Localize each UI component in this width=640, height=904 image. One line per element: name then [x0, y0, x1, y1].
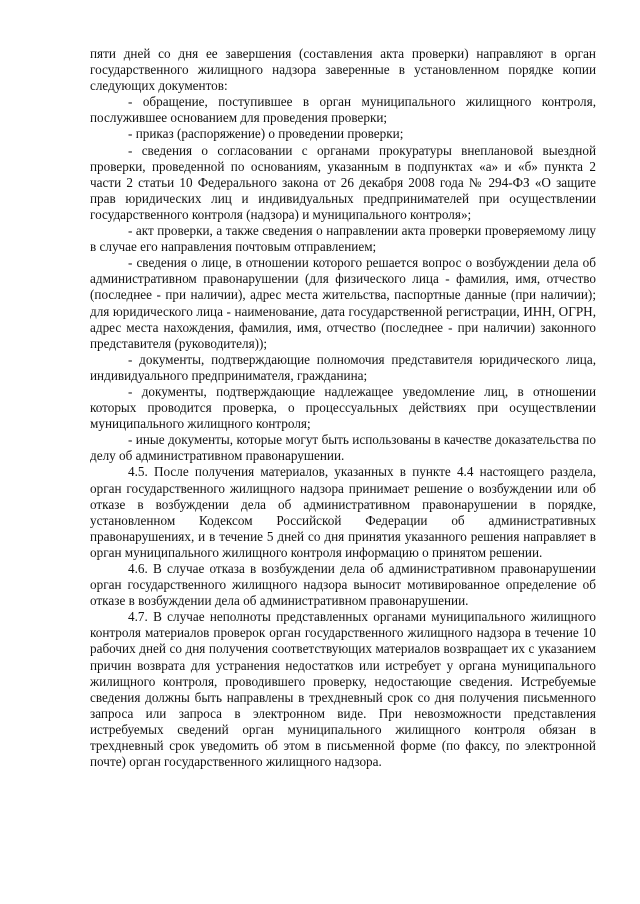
list-item-person-info: - сведения о лице, в отношении которого решается вопрос о возбуждении дела об административном правонарушении (для физического лица - фамилия, имя, отчество (последнее - при наличии), адрес места жительства, паспортные данные (при наличии); для юридического лица - наименование, дата государственной регистрации, ИНН, ОГРН, адрес места нахождения, фамилия, имя, отчество (последнее - при наличии) законного представителя (руководителя));	[90, 255, 596, 351]
list-item-inspection-act: - акт проверки, а также сведения о направлении акта проверки проверяемому лицу в случае его направления почтовым отправлением;	[90, 223, 596, 255]
document-body	[90, 46, 596, 770]
list-item-appeal: - обращение, поступившее в орган муниципального жилищного контроля, послужившее основанием для проведения проверки;	[90, 94, 596, 126]
section-4-5: 4.5. После получения материалов, указанных в пункте 4.4 настоящего раздела, орган государственного жилищного надзора принимает решение о возбуждении или об отказе в возбуждении дела об административном правонарушении в порядке, установленном Кодексом Российской Федерации об административных правонарушениях, и в течение 5 дней со дня принятия указанного решения направляет в орган муниципального жилищного контроля информацию о принятом решении.	[90, 464, 596, 560]
list-item-other-docs: - иные документы, которые могут быть использованы в качестве доказательства по делу об административном правонарушении.	[90, 432, 596, 464]
list-item-order: - приказ (распоряжение) о проведении проверки;	[128, 126, 404, 142]
list-item-notification-docs: - документы, подтверждающие надлежащее уведомление лиц, в отношении которых проводится проверка, о процессуальных действиях при осуществлении муниципального жилищного контроля;	[90, 383, 596, 432]
section-4-6: 4.6. В случае отказа в возбуждении дела об административном правонарушении орган государственного жилищного надзора выносит мотивированное определение об отказе в возбуждении дела об административном правонарушении.	[90, 561, 596, 609]
paragraph-continuation: пяти дней со дня ее завершения (составления акта проверки) направляют в орган государственного жилищного надзора заверенные в установленном порядке копии следующих документов:	[90, 46, 596, 94]
list-item-authority-docs: - документы, подтверждающие полномочия представителя юридического лица, индивидуального предпринимателя, гражданина;	[90, 351, 596, 383]
section-4-7: 4.7. В случае неполноты представленных органами муниципального жилищного контроля материалов проверок орган государственного жилищного надзора в течение 10 рабочих дней со дня получения соответствующих материалов возвращает их с указанием причин возврата для устранения недостатков или истребует у органа муниципального жилищного контроля, проводившего проверку, недостающие сведения. Истребуемые сведения должны быть направлены в трехдневный срок со дня получения письменного запроса или запроса в электронном виде. При невозможности представления истребуемых сведений орган муниципального жилищного контроля обязан в трехдневный срок уведомить об этом в письменной форме (по факсу, по электронной почте) орган государственного жилищного надзора.	[90, 609, 596, 770]
list-item-prosecutor-approval: - сведения о согласовании с органами прокуратуры внеплановой выездной проверки, проведенной по основаниям, указанным в подпунктах «а» и «б» пункта 2 части 2 статьи 10 Федерального закона от 26 декабря 2008 года № 294-ФЗ «О защите прав юридических лиц и индивидуальных предпринимателей при осуществлении государственного контроля (надзора) и муниципального контроля»;	[90, 142, 596, 222]
